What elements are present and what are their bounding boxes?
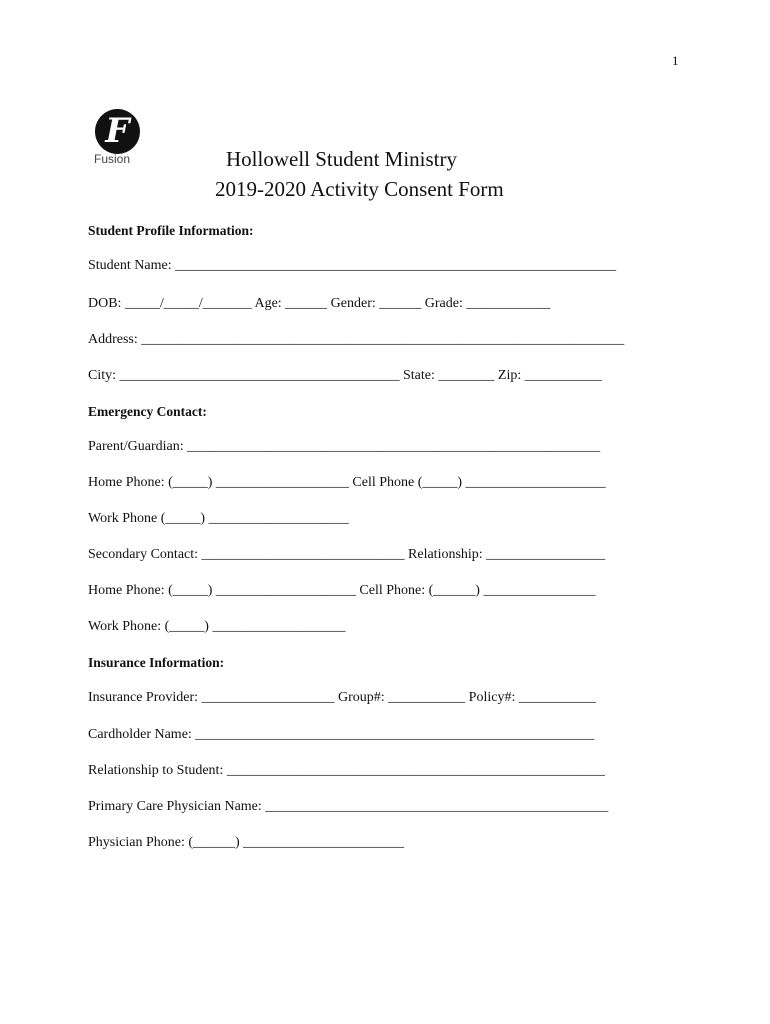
primary-care-physician-field[interactable]: Primary Care Physician Name: _________________________________________________ bbox=[88, 799, 609, 814]
secondary-contact-field[interactable]: Secondary Contact: _____________________________ Relationship: _________________ bbox=[88, 547, 606, 562]
home-cell-phone-field[interactable]: Home Phone: (_____) ___________________ Cell Phone (_____) ____________________ bbox=[88, 475, 606, 490]
section-emergency-contact: Emergency Contact: bbox=[88, 404, 207, 419]
fusion-logo bbox=[90, 109, 146, 169]
physician-phone-field[interactable]: Physician Phone: (______) _______________________ bbox=[88, 835, 405, 850]
page-number: 1 bbox=[672, 53, 679, 68]
student-name-field[interactable]: Student Name: _______________________________________________________________ bbox=[88, 258, 617, 273]
cardholder-name-field[interactable]: Cardholder Name: _________________________________________________________ bbox=[88, 727, 595, 742]
form-title-line2: 2019-2020 Activity Consent Form bbox=[215, 177, 504, 201]
relationship-to-student-field[interactable]: Relationship to Student: ______________________________________________________ bbox=[88, 763, 605, 778]
address-field[interactable]: Address: _____________________________________________________________________ bbox=[88, 332, 625, 347]
city-state-zip-field[interactable]: City: ________________________________________ State: ________ Zip: ___________ bbox=[88, 368, 602, 383]
logo-text: Fusion bbox=[94, 152, 131, 166]
insurance-provider-field[interactable]: Insurance Provider: ___________________ Group#: ___________ Policy#: ___________ bbox=[88, 690, 596, 705]
dob-age-gender-grade-field[interactable]: DOB: _____/_____/_______ Age: ______ Gender: ______ Grade: ____________ bbox=[88, 296, 551, 311]
section-insurance: Insurance Information: bbox=[88, 655, 225, 670]
section-student-profile: Student Profile Information: bbox=[88, 223, 254, 238]
logo-f-mark: F bbox=[105, 111, 130, 151]
parent-guardian-field[interactable]: Parent/Guardian: ___________________________________________________________ bbox=[88, 439, 601, 454]
secondary-home-cell-phone-field[interactable]: Home Phone: (_____) ____________________ Cell Phone: (______) ________________ bbox=[88, 583, 596, 598]
secondary-work-phone-field[interactable]: Work Phone: (_____) ___________________ bbox=[88, 619, 346, 634]
work-phone-field[interactable]: Work Phone (_____) ____________________ bbox=[88, 511, 349, 526]
form-title-line1: Hollowell Student Ministry bbox=[226, 147, 457, 171]
